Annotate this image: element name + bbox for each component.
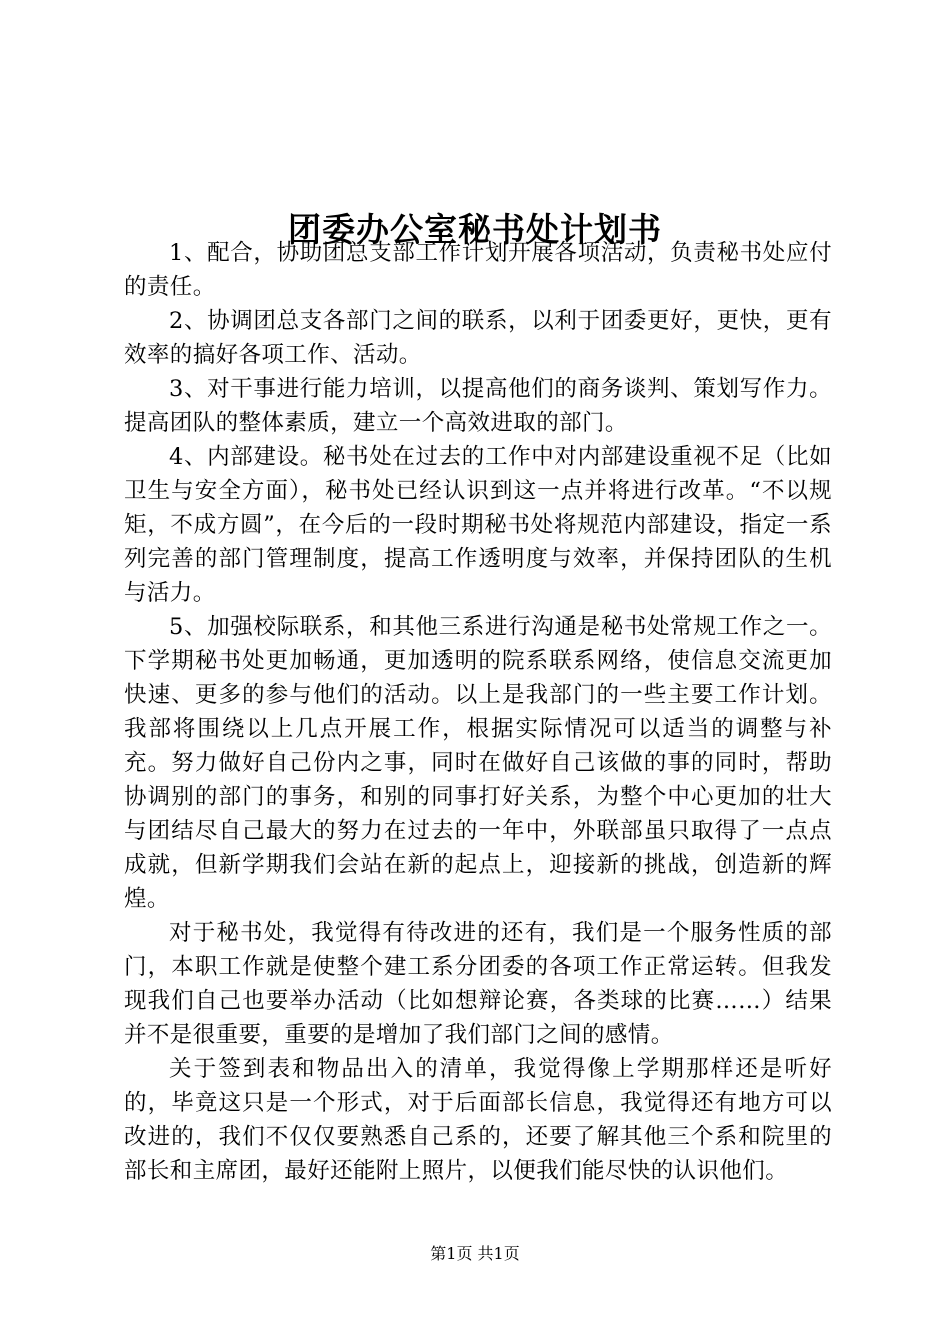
paragraph-3: 3、对干事进行能力培训，以提高他们的商务谈判、策划写作力。提高团队的整体素质，建立一个高效进取的部门。 bbox=[124, 376, 832, 436]
document-title: 团委办公室秘书处计划书 bbox=[288, 210, 662, 250]
paragraph-1: 1、配合，协助团总支部工作计划开展各项活动，负责秘书处应付的责任。 bbox=[124, 240, 832, 300]
paragraph-7: 关于签到表和物品出入的清单，我觉得像上学期那样还是听好的，毕竟这只是一个形式，对于后面部长信息，我觉得还有地方可以改进的，我们不仅仅要熟悉自己系的，还要了解其他三个系和院里的部长和主席团，最好还能附上照片，以便我们能尽快的认识他们。 bbox=[124, 1056, 832, 1184]
paragraph-4: 4、内部建设。秘书处在过去的工作中对内部建设重视不足（比如卫生与安全方面），秘书处已经认识到这一点并将进行改革。“不以规矩，不成方圆”，在今后的一段时期秘书处将规范内部建设，指定一系列完善的部门管理制度，提高工作透明度与效率，并保持团队的生机与活力。 bbox=[124, 444, 832, 606]
document-body bbox=[124, 236, 832, 1188]
paragraph-6: 对于秘书处，我觉得有待改进的还有，我们是一个服务性质的部门，本职工作就是使整个建工系分团委的各项工作正常运转。但我发现我们自己也要举办活动（比如想辩论赛，各类球的比赛……）结果并不是很重要，重要的是增加了我们部门之间的感情。 bbox=[124, 920, 832, 1048]
paragraph-5: 5、加强校际联系，和其他三系进行沟通是秘书处常规工作之一。下学期秘书处更加畅通，更加透明的院系联系网络，使信息交流更加快速、更多的参与他们的活动。以上是我部门的一些主要工作计划。我部将围绕以上几点开展工作，根据实际情况可以适当的调整与补充。努力做好自己份内之事，同时在做好自己该做的事的同时，帮助协调别的部门的事务，和别的同事打好关系，为整个中心更加的壮大与团结尽自己最大的努力在过去的一年中，外联部虽只取得了一点点成就，但新学期我们会站在新的起点上，迎接新的挑战，创造新的辉煌。 bbox=[124, 614, 832, 912]
page-footer: 第1页 共1页 bbox=[430, 1244, 520, 1263]
paragraph-2: 2、协调团总支各部门之间的联系，以利于团委更好，更快，更有效率的搞好各项工作、活动。 bbox=[124, 308, 832, 368]
